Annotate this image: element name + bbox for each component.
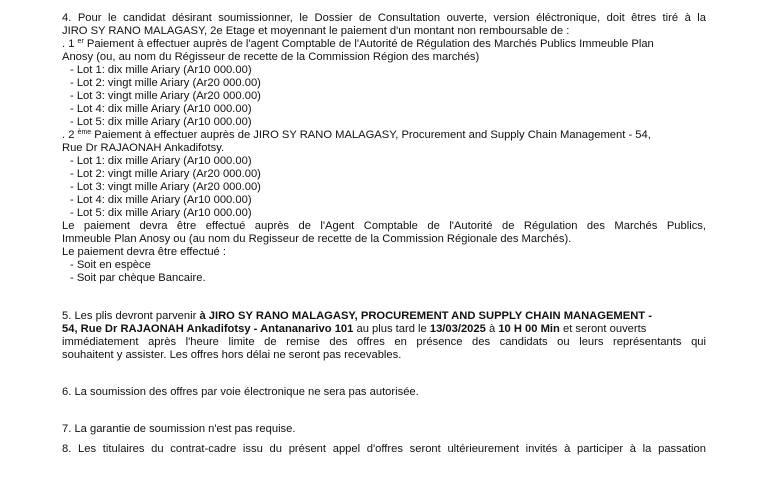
deadline-time: 10 H 00 Min: [498, 323, 560, 335]
s5-text: au plus tard le: [353, 323, 430, 335]
payment-info-line-1: Le paiement devra être effectué auprès de l'Agent Comptable de l'Autorité de Régulation des Marchés Publics,: [62, 220, 706, 232]
lot-item: - Lot 4: dix mille Ariary (Ar10 000.00): [70, 194, 252, 206]
lot-item: - Lot 1: dix mille Ariary (Ar10 000.00): [70, 64, 252, 76]
s5-address: à JIRO SY RANO MALAGASY, PROCUREMENT AND SUPPLY CHAIN MANAGEMENT -: [199, 310, 652, 322]
s7-line: 7. La garantie de soumission n'est pas requise.: [62, 423, 296, 435]
lot-item: - Lot 2: vingt mille Ariary (Ar20 000.00): [70, 168, 261, 180]
payment-info-line-3: Le paiement devra être effectué :: [62, 246, 226, 258]
lot-item: - Lot 5: dix mille Ariary (Ar10 000.00): [70, 116, 252, 128]
payment-2-text: Paiement à effectuer auprès de JIRO SY RANO MALAGASY, Procurement and Supply Chain Management - 54,: [91, 129, 651, 141]
lot-item: - Lot 5: dix mille Ariary (Ar10 000.00): [70, 207, 252, 219]
payment-2-line-2: Rue Dr RAJAONAH Ankadifotsy.: [62, 142, 225, 154]
payment-2-sup: ème: [77, 129, 92, 136]
payment-2-prefix: . 2: [62, 129, 78, 141]
s4-line-1: 4. Pour le candidat désirant soumissionner, le Dossier de Consultation ouverte, version éléctronique, doit êtres tiré à la: [62, 12, 706, 24]
lot-item: - Lot 2: vingt mille Ariary (Ar20 000.00): [70, 77, 261, 89]
s5-address-cont: 54, Rue Dr RAJAONAH Ankadifotsy - Antananarivo 101: [62, 323, 354, 335]
s5-line-2: [62, 323, 646, 336]
lot-item: - Lot 4: dix mille Ariary (Ar10 000.00): [70, 103, 252, 115]
s5-line-4: souhaitent y assister. Les offres hors délai ne seront pas recevables.: [62, 349, 402, 361]
payment-1-sup: er: [77, 38, 84, 45]
s5-line-1: [62, 310, 652, 323]
lot-item: - Lot 1: dix mille Ariary (Ar10 000.00): [70, 155, 252, 167]
lot-item: - Lot 3: vingt mille Ariary (Ar20 000.00): [70, 90, 261, 102]
s5-text: 5. Les plis devront parvenir: [62, 310, 200, 322]
payment-info-line-2: Immeuble Plan Anosy ou (au nom du Regisseur de recette de la Commission Régionale des Marchés).: [62, 233, 572, 245]
s4-line-2: JIRO SY RANO MALAGASY, 2e Etage et moyennant le paiement d'un montant non remboursable de :: [62, 25, 570, 37]
s6-line: 6. La soumission des offres par voie électronique ne sera pas autorisée.: [62, 386, 419, 398]
payment-2-line: [62, 129, 651, 142]
payment-option: - Soit en espèce: [70, 259, 151, 271]
payment-1-prefix: . 1: [62, 38, 78, 50]
payment-1-line: [62, 38, 654, 51]
s5-text: à: [488, 323, 499, 335]
payment-1-text: Paiement à effectuer auprès de l'agent Comptable de l'Autorité de Régulation des Marchés Publics Immeuble Plan: [83, 38, 654, 50]
payment-option: - Soit par chèque Bancaire.: [70, 272, 206, 284]
s5-line-3: immédiatement après l'heure limite de remise des offres en présence des candidats ou leurs représentants qui: [62, 336, 706, 348]
payment-1-line-2: Anosy (ou, au nom du Régisseur de recette de la Commission Région des marchés): [62, 51, 480, 63]
s5-text: et seront ouverts: [559, 323, 647, 335]
s8-line: 8. Les titulaires du contrat-cadre issu du présent appel d'offres seront ultérieurement invités à participer à la passation: [62, 443, 706, 455]
deadline-date: 13/03/2025: [429, 323, 489, 335]
lot-item: - Lot 3: vingt mille Ariary (Ar20 000.00): [70, 181, 261, 193]
